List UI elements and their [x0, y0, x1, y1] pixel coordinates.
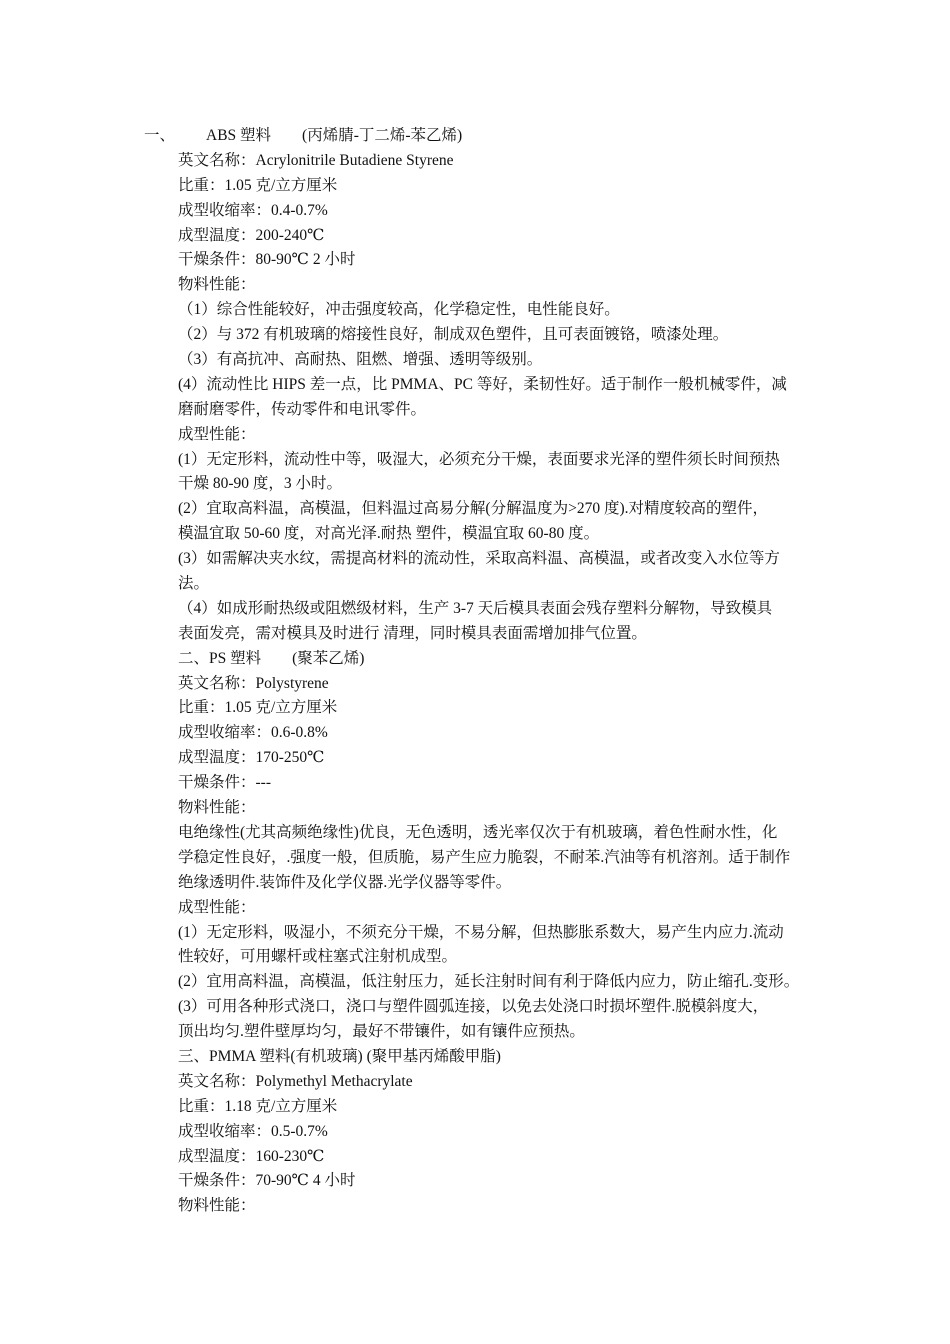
text-line: 英文名称：Acrylonitrile Butadiene Styrene: [178, 151, 454, 169]
text-line: 顶出均匀.塑件壁厚均匀，最好不带镶件，如有镶件应预热。: [178, 1023, 585, 1041]
section-title-abs: 一、 ABS 塑料 (丙烯腈-丁二烯-苯乙烯): [144, 127, 463, 144]
text-line: 英文名称：Polymethyl Methacrylate: [178, 1072, 413, 1090]
text-line: (3）如需解决夹水纹，需提高材料的流动性，采取高料温、高模温，或者改变入水位等方: [178, 550, 780, 568]
text-line: (1）无定形料，流动性中等，吸湿大，必须充分干燥，表面要求光泽的塑件须长时间预热: [178, 450, 780, 468]
text-line: 比重：1.05 克/立方厘米: [178, 176, 338, 194]
text-line: 成型性能：: [178, 898, 256, 916]
text-line: 成型温度：160-230℃: [178, 1147, 325, 1165]
text-line: 干燥条件：80-90℃ 2 小时: [178, 251, 356, 269]
text-line: 成型性能：: [178, 425, 256, 443]
text-line: 成型收缩率：0.4-0.7%: [178, 201, 328, 219]
text-line: 物料性能：: [178, 1197, 256, 1215]
text-line: (2）宜用高料温，高模温，低注射压力，延长注射时间有利于降低内应力，防止缩孔.变形。: [178, 973, 800, 991]
text-line: 物料性能：: [178, 799, 256, 817]
text-line: 干燥条件：70-90℃ 4 小时: [178, 1172, 356, 1190]
text-line: 比重：1.18 克/立方厘米: [178, 1097, 338, 1115]
text-line: (1）无定形料，吸湿小，不须充分干燥，不易分解，但热膨胀系数大，易产生内应力.流动: [178, 923, 784, 941]
text-line: 电绝缘性(尤其高频绝缘性)优良，无色透明，透光率仅次于有机玻璃，着色性耐水性，化: [178, 823, 778, 841]
text-line: 表面发亮，需对模具及时进行 清理，同时模具表面需增加排气位置。: [178, 624, 647, 642]
text-line: 干燥条件：---: [178, 774, 271, 792]
text-line: 干燥 80-90 度，3 小时。: [178, 475, 343, 493]
text-line: 成型温度：200-240℃: [178, 226, 325, 244]
text-line: （1）综合性能较好，冲击强度较高，化学稳定性，电性能良好。: [178, 301, 620, 319]
text-line: 物料性能：: [178, 276, 256, 294]
text-line: (4）流动性比 HIPS 差一点，比 PMMA、PC 等好，柔韧性好。适于制作一般机械零件，减: [178, 375, 787, 393]
text-line: 模温宜取 50-60 度，对高光泽.耐热 塑件，模温宜取 60-80 度。: [178, 525, 600, 543]
text-line: （4）如成形耐热级或阻燃级材料，生产 3-7 天后模具表面会残存塑料分解物，导致模具: [178, 599, 773, 617]
text-line: （3）有高抗冲、高耐热、阻燃、增强、透明等级别。: [178, 351, 543, 369]
text-line: 成型收缩率：0.5-0.7%: [178, 1122, 328, 1140]
text-line: 绝缘透明件.装饰件及化学仪器.光学仪器等零件。: [178, 873, 512, 891]
text-line: 磨耐磨零件，传动零件和电讯零件。: [178, 400, 427, 418]
text-line: (3）可用各种形式浇口，浇口与塑件圆弧连接，以免去处浇口时损坏塑件.脱模斜度大，: [178, 998, 769, 1016]
section-title-pmma: 三、PMMA 塑料(有机玻璃) (聚甲基丙烯酸甲脂): [178, 1047, 501, 1065]
text-line: 英文名称：Polystyrene: [178, 674, 329, 692]
text-line: （2）与 372 有机玻璃的熔接性良好，制成双色塑件，且可表面镀铬，喷漆处理。: [178, 326, 729, 344]
text-line: 比重：1.05 克/立方厘米: [178, 699, 338, 717]
section-title-ps: 二、PS 塑料 (聚苯乙烯): [178, 649, 365, 667]
text-line: 学稳定性良好，.强度一般，但质脆，易产生应力脆裂，不耐苯.汽油等有机溶剂。适于制作: [178, 848, 791, 866]
text-line: 法。: [178, 575, 210, 593]
document-body: [144, 124, 814, 1219]
text-line: 性较好，可用螺杆或柱塞式注射机成型。: [178, 948, 458, 966]
text-line: 成型收缩率：0.6-0.8%: [178, 724, 328, 742]
text-line: (2）宜取高料温，高模温，但料温过高易分解(分解温度为>270 度).对精度较高的塑件，: [178, 500, 768, 518]
text-line: 成型温度：170-250℃: [178, 749, 325, 767]
